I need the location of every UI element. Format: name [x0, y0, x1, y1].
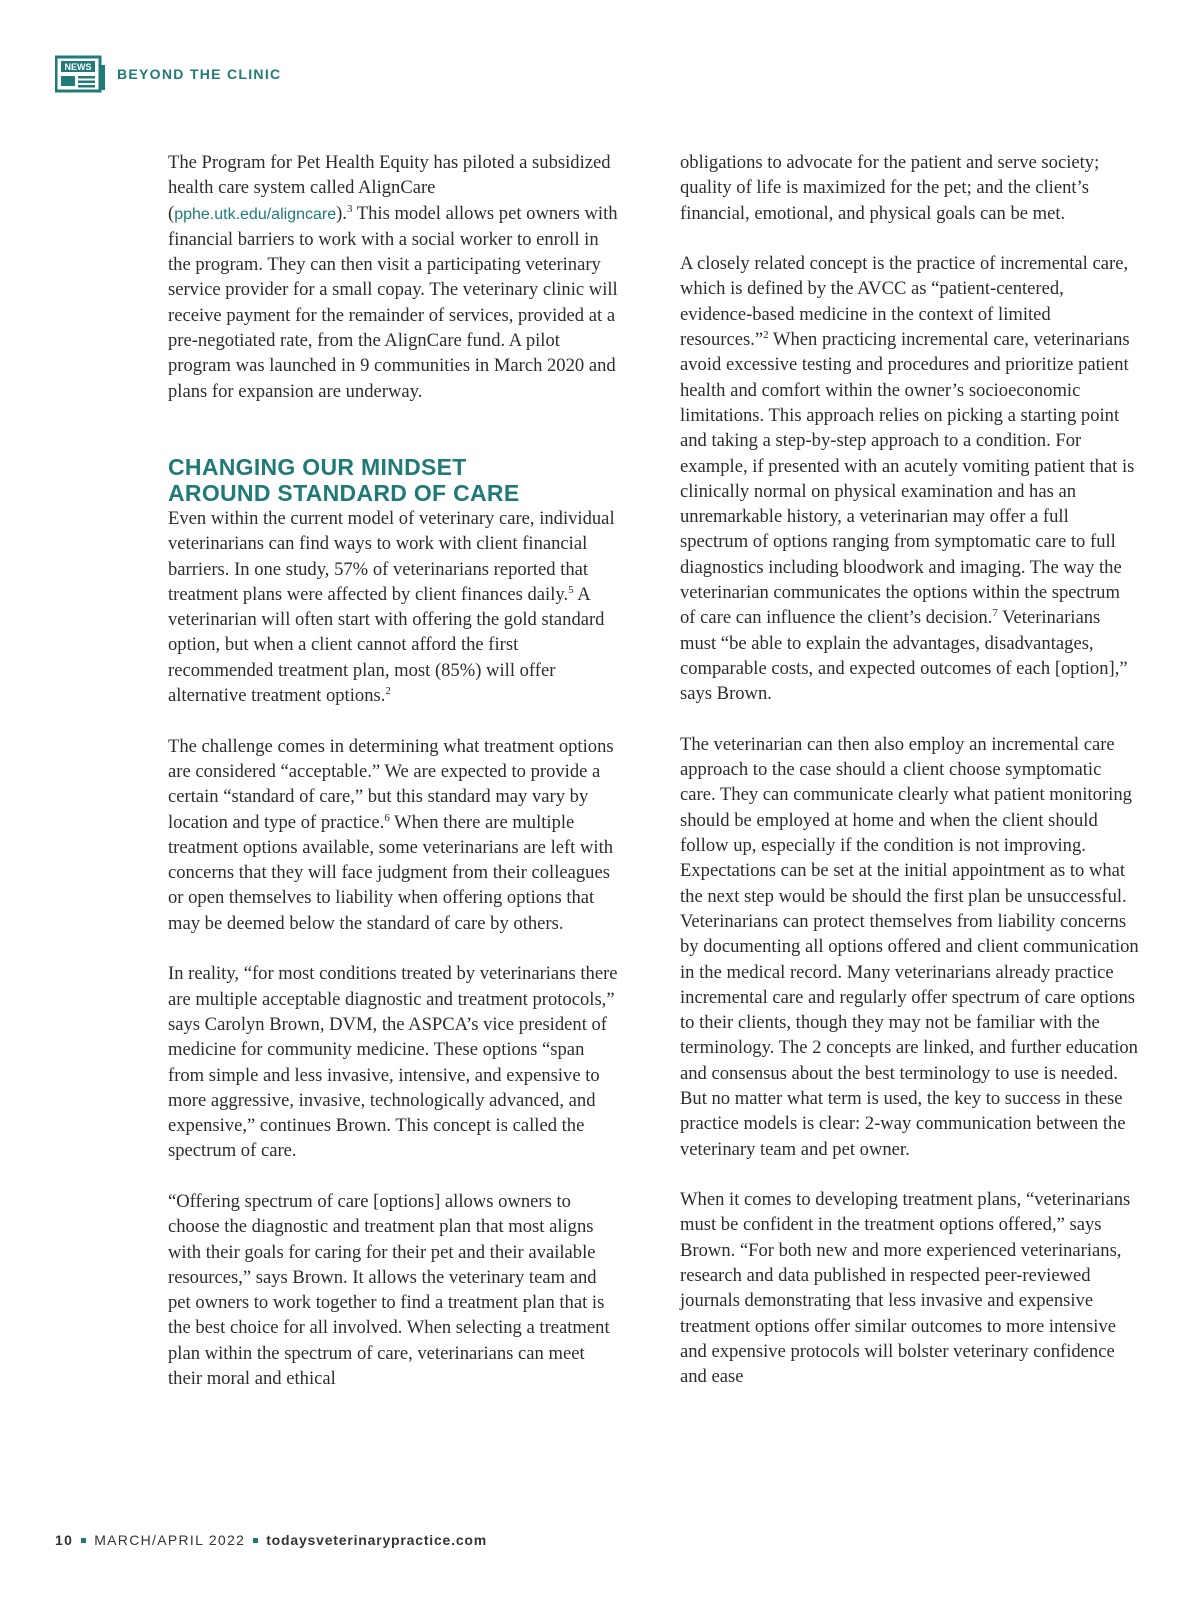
text-run: Even within the current model of veterinary care, individual veterinarians can find ways to work with client financial barriers. In one study, 57% of veterinarians reported that treatment plans were affected by client finances daily. [168, 507, 615, 605]
right-paragraph-4: When it comes to developing treatment plans, “veterinarians must be confident in the treatment options offered,” says Brown. “For both new and more experienced veterinarians, research and data published in respected peer-reviewed journals demonstrating that less invasive and expensive treatment options offer similar outcomes to more intensive and expensive protocols will bolster veterinary confidence and ease [680, 1189, 1131, 1388]
text-run: This model allows pet owners with financial barriers to work with a social worker to enroll in the program. They can then visit a participating veterinary service provider for a small copay. The veterinary clinic will receive payment for the remainder of services, provided at a pre-negotiated rate, from the AlignCare fund. A pilot program was launched in 9 communities in March 2020 and plans for expansion are underway. [168, 202, 618, 402]
page-footer [55, 1532, 487, 1548]
text-run: The Program for Pet Health Equity has piloted a subsidized health care system called AlignCare ( [168, 152, 611, 224]
left-paragraph-2 [168, 506, 618, 708]
left-paragraph-5: “Offering spectrum of care [options] allows owners to choose the diagnostic and treatment plan that most aligns with their goals for caring for their pet and their available resources,” says Brown. It allows the veterinary team and pet owners to work together to find a treatment plan that is the best choice for all involved. When selecting a treatment plan within the spectrum of care, veterinarians can meet their moral and ethical [168, 1190, 610, 1390]
text-run: When there are multiple treatment options available, some veterinarians are left with concerns that they will face judgment from their colleagues or open themselves to liability when offering options that may be deemed below the standard of care by others. [168, 811, 614, 934]
left-column [168, 150, 618, 1391]
text-run: When practicing incremental care, veterinarians avoid excessive testing and procedures and prioritize patient health and comfort within the owner’s socioeconomic limitations. This approach relies on picking a starting point and taking a step-by-step approach to a condition. For example, if presented with an acutely vomiting patient that is clinically normal on physical examination and has an unremarkable history, a veterinarian may offer a full spectrum of options ranging from symptomatic care to full diagnostics including bloodwork and imaging. The way the veterinarian communicates the options within the spectrum of care can influence the client’s decision. [680, 329, 1135, 629]
citation: 5 [568, 583, 574, 596]
right-paragraph-3: The veterinarian can then also employ an incremental care approach to the case should a client choose symptomatic care. They can communicate clearly what patient monitoring should be employed at home and when the client should follow up, especially if the condition is not improving. Expectations can be set at the initial appointment as to what the next step would be should the first plan be unsuccessful. Veterinarians can protect themselves from liability concerns by documenting all options offered and client communication in the medical record. Many veterinarians already practice incremental care and regularly offer spectrum of care options to their clients, though they may not be familiar with the terminology. The 2 concepts are linked, and further education and consensus about the best terminology to use is needed. But no matter what term is used, the key to success in these practice models is clear: 2-way communication between the veterinary team and pet owner. [680, 733, 1139, 1160]
text-run: A veterinarian will often start with offering the gold standard option, but when a client cannot afford the first recommended treatment plan, most (85%) will offer alternative treatment options. [168, 583, 605, 707]
separator-dot [253, 1538, 258, 1543]
text-run: The challenge comes in determining what treatment options are considered “acceptable.” We are expected to provide a certain “standard of care,” but this standard may vary by location and type of practice. [168, 735, 614, 833]
citation: 7 [992, 607, 998, 620]
aligncare-link[interactable]: pphe.utk.edu/aligncare [174, 205, 337, 223]
separator-dot [81, 1538, 86, 1543]
newspaper-icon [55, 54, 107, 94]
section-heading [168, 454, 618, 506]
left-paragraph-4: In reality, “for most conditions treated by veterinarians there are multiple acceptable diagnostic and treatment protocols,” says Carolyn Brown, DVM, the ASPCA’s vice president of medicine for community medicine. These options “span from simple and less invasive, intensive, and expensive to more aggressive, invasive, technologically advanced, and expensive,” continues Brown. This concept is called the spectrum of care. [168, 963, 618, 1162]
page-header [55, 54, 281, 94]
left-paragraph-3 [168, 734, 618, 936]
citation: 2 [385, 684, 391, 697]
right-column [680, 150, 1140, 1390]
citation: 6 [384, 811, 390, 824]
citation: 3 [346, 202, 353, 215]
page-number: 10 [55, 1532, 74, 1548]
left-paragraph-1 [168, 150, 618, 404]
heading-line: CHANGING OUR MINDSET [168, 453, 467, 480]
issue-date: MARCH/APRIL 2022 [94, 1532, 246, 1548]
text-run: ). [336, 202, 347, 224]
newspaper-icon-label: NEWS [64, 62, 92, 72]
citation: 2 [763, 328, 769, 341]
right-paragraph-2 [680, 251, 1140, 706]
text-run: Veterinarians must “be able to explain the advantages, disadvantages, comparable costs, and expected outcomes of each [option],” says Brown. [680, 607, 1128, 705]
section-label: BEYOND THE CLINIC [117, 66, 282, 82]
heading-line: AROUND STANDARD OF CARE [168, 479, 520, 506]
right-paragraph-1: obligations to advocate for the patient and serve society; quality of life is maximized for the pet; and the client’s financial, emotional, and physical goals can be met. [680, 152, 1100, 224]
website-link[interactable]: todaysveterinarypractice.com [266, 1532, 488, 1548]
text-run: A closely related concept is the practice of incremental care, which is defined by the AVCC as “patient-centered, evidence-based medicine in the context of limited resources.” [680, 253, 1129, 351]
